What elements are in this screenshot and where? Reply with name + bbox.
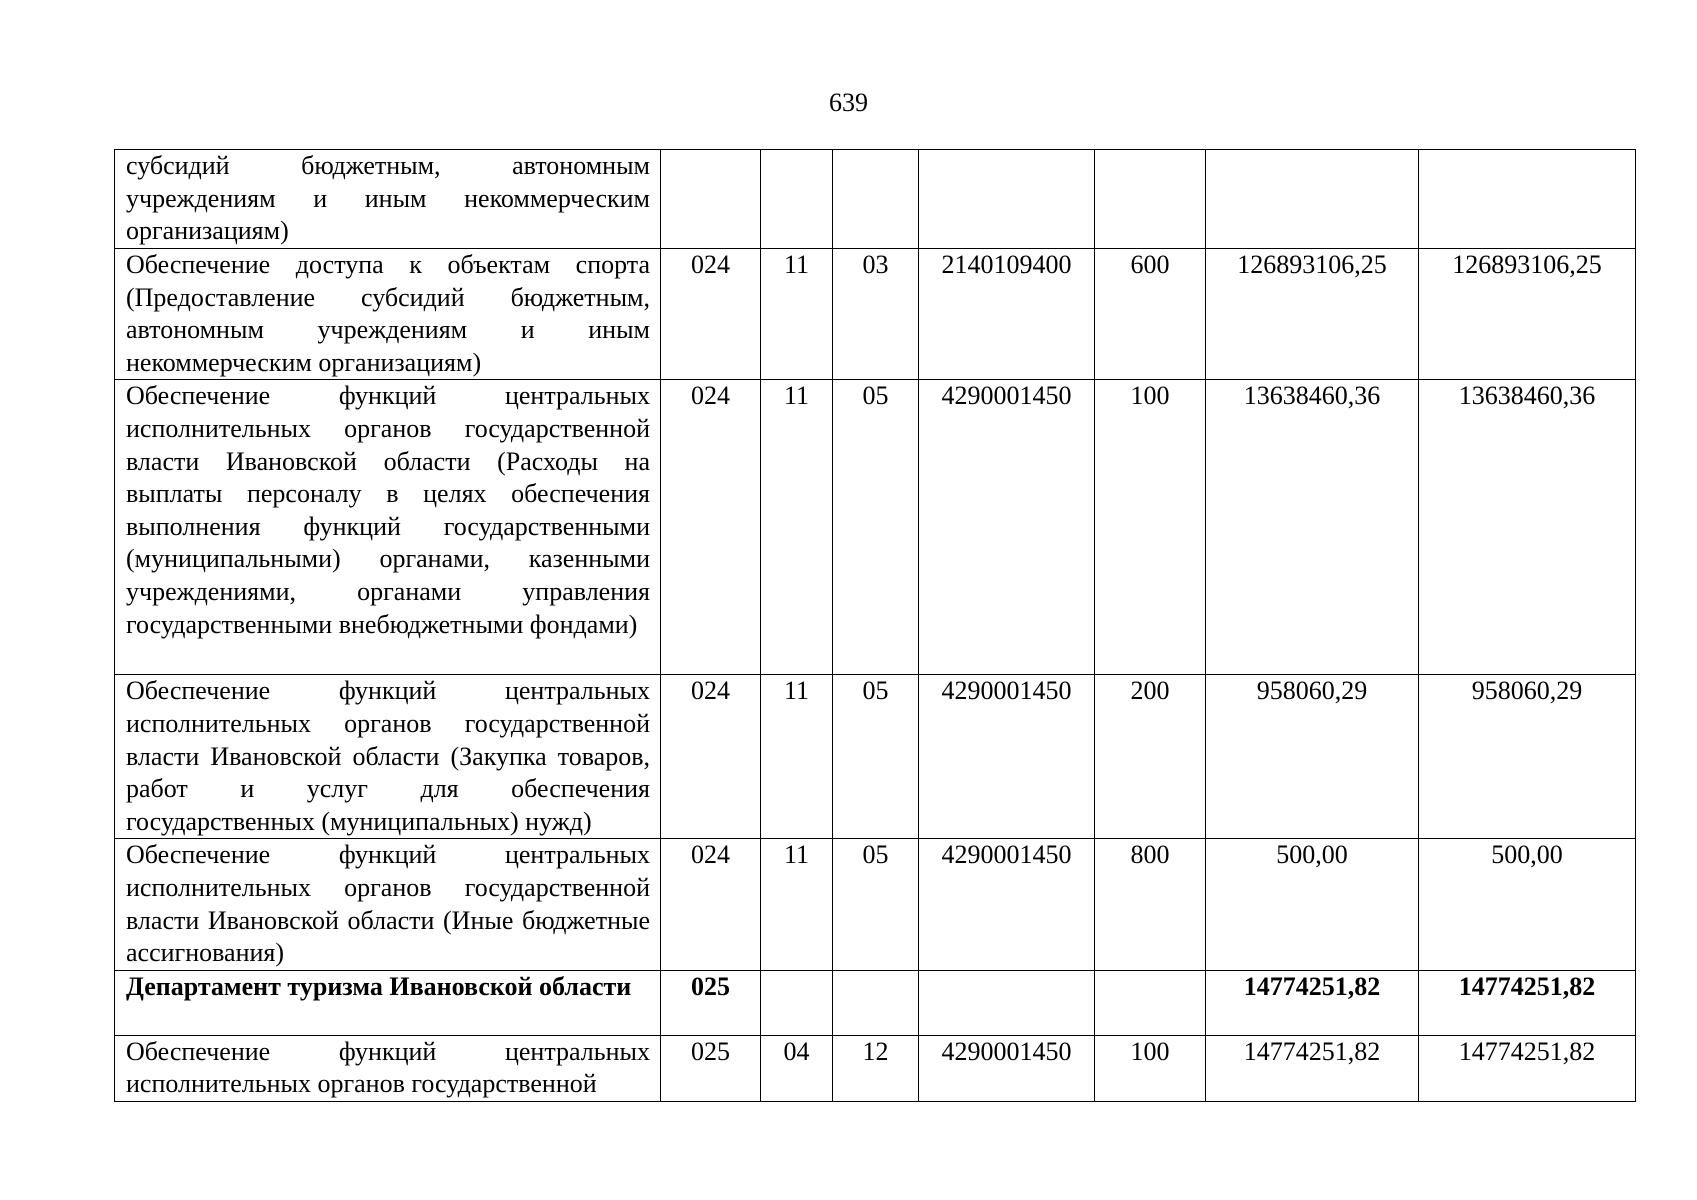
cell-section: 11 — [761, 380, 833, 675]
cell-name: Обеспечение функций центральных исполнительных органов государственной власти Ивановской области (Расходы на выплаты персоналу в целях обеспечения выполнения функций государственными (муниципальными) органами, казенными учреждениями, органами управления государственными внебюджетными фондами) — [115, 380, 661, 675]
cell-name: Обеспечение функций центральных исполнительных органов государственной — [115, 1035, 661, 1101]
cell-amount-year2: 14774251,82 — [1419, 970, 1636, 1035]
cell-amount-year1: 126893106,25 — [1206, 249, 1419, 380]
cell-ministry-code: 024 — [661, 380, 761, 675]
cell-expense-type — [1095, 150, 1206, 249]
cell-name: Обеспечение функций центральных исполнительных органов государственной власти Ивановской области (Закупка товаров, работ и услуг для обеспечения государственных (муниципальных) нужд) — [115, 675, 661, 839]
table-row — [115, 839, 1636, 970]
cell-subsection: 05 — [833, 380, 919, 675]
cell-amount-year2: 126893106,25 — [1419, 249, 1636, 380]
cell-subsection — [833, 150, 919, 249]
cell-amount-year2: 13638460,36 — [1419, 380, 1636, 675]
cell-expense-type: 600 — [1095, 249, 1206, 380]
cell-target-article — [919, 150, 1095, 249]
cell-amount-year1 — [1206, 150, 1419, 249]
cell-amount-year1: 14774251,82 — [1206, 1035, 1419, 1101]
table-row — [115, 675, 1636, 839]
cell-expense-type: 800 — [1095, 839, 1206, 970]
table-row — [115, 1035, 1636, 1101]
cell-amount-year2: 500,00 — [1419, 839, 1636, 970]
cell-ministry-code — [661, 150, 761, 249]
cell-amount-year1: 13638460,36 — [1206, 380, 1419, 675]
table-body — [115, 150, 1636, 1102]
table-row — [115, 380, 1636, 675]
cell-target-article: 4290001450 — [919, 839, 1095, 970]
cell-section: 04 — [761, 1035, 833, 1101]
cell-ministry-code: 024 — [661, 249, 761, 380]
cell-target-article: 4290001450 — [919, 675, 1095, 839]
cell-expense-type: 100 — [1095, 380, 1206, 675]
cell-expense-type: 200 — [1095, 675, 1206, 839]
table-row — [115, 970, 1636, 1035]
cell-subsection: 03 — [833, 249, 919, 380]
cell-expense-type: 100 — [1095, 1035, 1206, 1101]
cell-target-article — [919, 970, 1095, 1035]
cell-ministry-code: 025 — [661, 970, 761, 1035]
cell-section: 11 — [761, 249, 833, 380]
page-number: 639 — [829, 88, 868, 117]
cell-subsection: 05 — [833, 675, 919, 839]
cell-amount-year1: 14774251,82 — [1206, 970, 1419, 1035]
table-row — [115, 249, 1636, 380]
cell-section — [761, 150, 833, 249]
table-row — [115, 150, 1636, 249]
cell-ministry-code: 024 — [661, 675, 761, 839]
cell-amount-year1: 500,00 — [1206, 839, 1419, 970]
cell-name: Обеспечение доступа к объектам спорта (Предоставление субсидий бюджетным, автономным учреждениям и иным некоммерческим организациям) — [115, 249, 661, 380]
budget-table — [114, 149, 1636, 1102]
cell-amount-year2: 958060,29 — [1419, 675, 1636, 839]
cell-amount-year1: 958060,29 — [1206, 675, 1419, 839]
cell-name: субсидий бюджетным, автономным учреждениям и иным некоммерческим организациям) — [115, 150, 661, 249]
cell-target-article: 4290001450 — [919, 380, 1095, 675]
cell-name: Обеспечение функций центральных исполнительных органов государственной власти Ивановской области (Иные бюджетные ассигнования) — [115, 839, 661, 970]
cell-ministry-code: 024 — [661, 839, 761, 970]
cell-target-article: 4290001450 — [919, 1035, 1095, 1101]
cell-subsection: 12 — [833, 1035, 919, 1101]
cell-section — [761, 970, 833, 1035]
cell-amount-year2 — [1419, 150, 1636, 249]
cell-subsection: 05 — [833, 839, 919, 970]
cell-amount-year2: 14774251,82 — [1419, 1035, 1636, 1101]
cell-section: 11 — [761, 675, 833, 839]
cell-expense-type — [1095, 970, 1206, 1035]
cell-ministry-code: 025 — [661, 1035, 761, 1101]
cell-section: 11 — [761, 839, 833, 970]
cell-name: Департамент туризма Ивановской области — [115, 970, 661, 1035]
cell-subsection — [833, 970, 919, 1035]
cell-target-article: 2140109400 — [919, 249, 1095, 380]
